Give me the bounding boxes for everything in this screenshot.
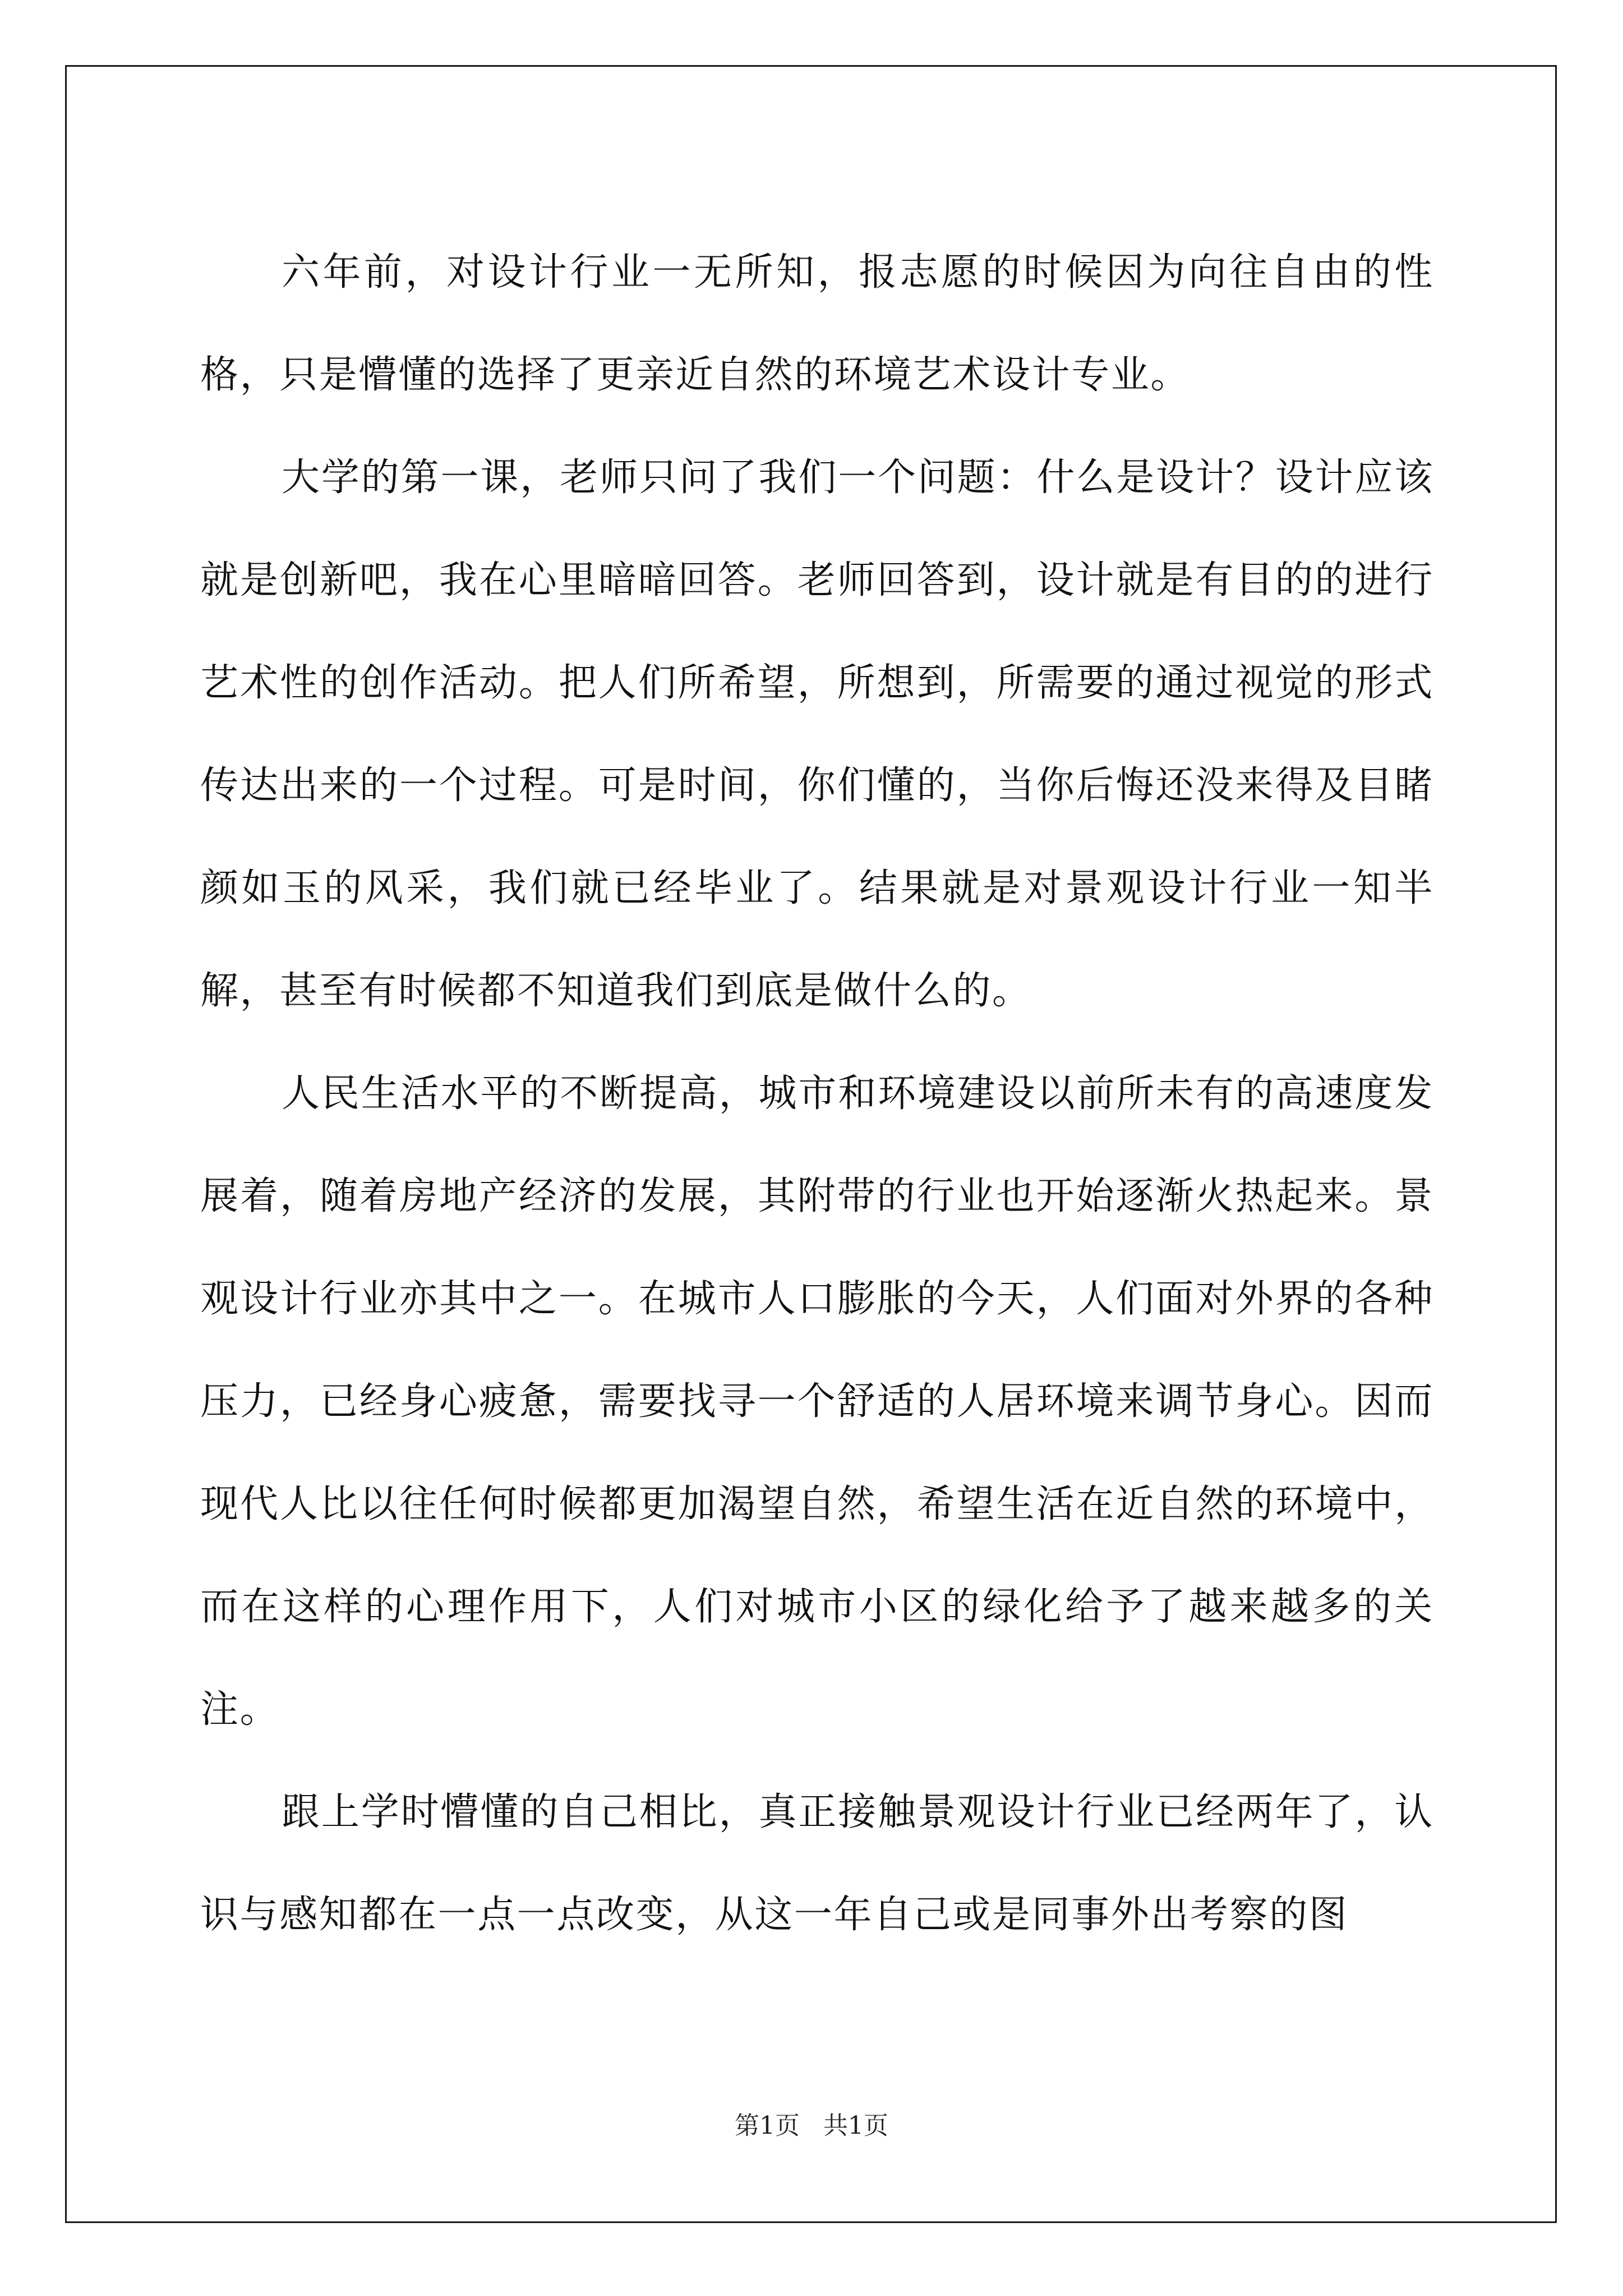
page-number-footer: 第1页 共1页 [735, 2111, 888, 2140]
paragraph-2: 大学的第一课，老师只问了我们一个问题：什么是设计？设计应该就是创新吧，我在心里暗暗回答。老师回答到，设计就是有目的的进行艺术性的创作活动。把人们所希望，所想到，所需要的通过视觉的形式传达出来的一个过程。可是时间，你们懂的，当你后悔还没来得及目睹颜如玉的风采，我们就已经毕业了。结果就是对景观设计行业一知半解，甚至有时候都不知道我们到底是做什么的。 [200, 455, 1434, 1013]
paragraph-1: 六年前，对设计行业一无所知，报志愿的时候因为向往自由的性格，只是懵懂的选择了更亲近自然的环境艺术设计专业。 [200, 250, 1434, 397]
paragraph-4: 跟上学时懵懂的自己相比，真正接触景观设计行业已经两年了，认识与感知都在一点一点改变，从这一年自己或是同事外出考察的图 [200, 1790, 1434, 1937]
document-body [200, 221, 1434, 1966]
paragraph-3: 人民生活水平的不断提高，城市和环境建设以前所未有的高速度发展着，随着房地产经济的发展，其附带的行业也开始逐渐火热起来。景观设计行业亦其中之一。在城市人口膨胀的今天，人们面对外界的各种压力，已经身心疲惫，需要找寻一个舒适的人居环境来调节身心。因而现代人比以往任何时候都更加渴望自然，希望生活在近自然的环境中，而在这样的心理作用下，人们对城市小区的绿化给予了越来越多的关注。 [200, 1071, 1434, 1732]
